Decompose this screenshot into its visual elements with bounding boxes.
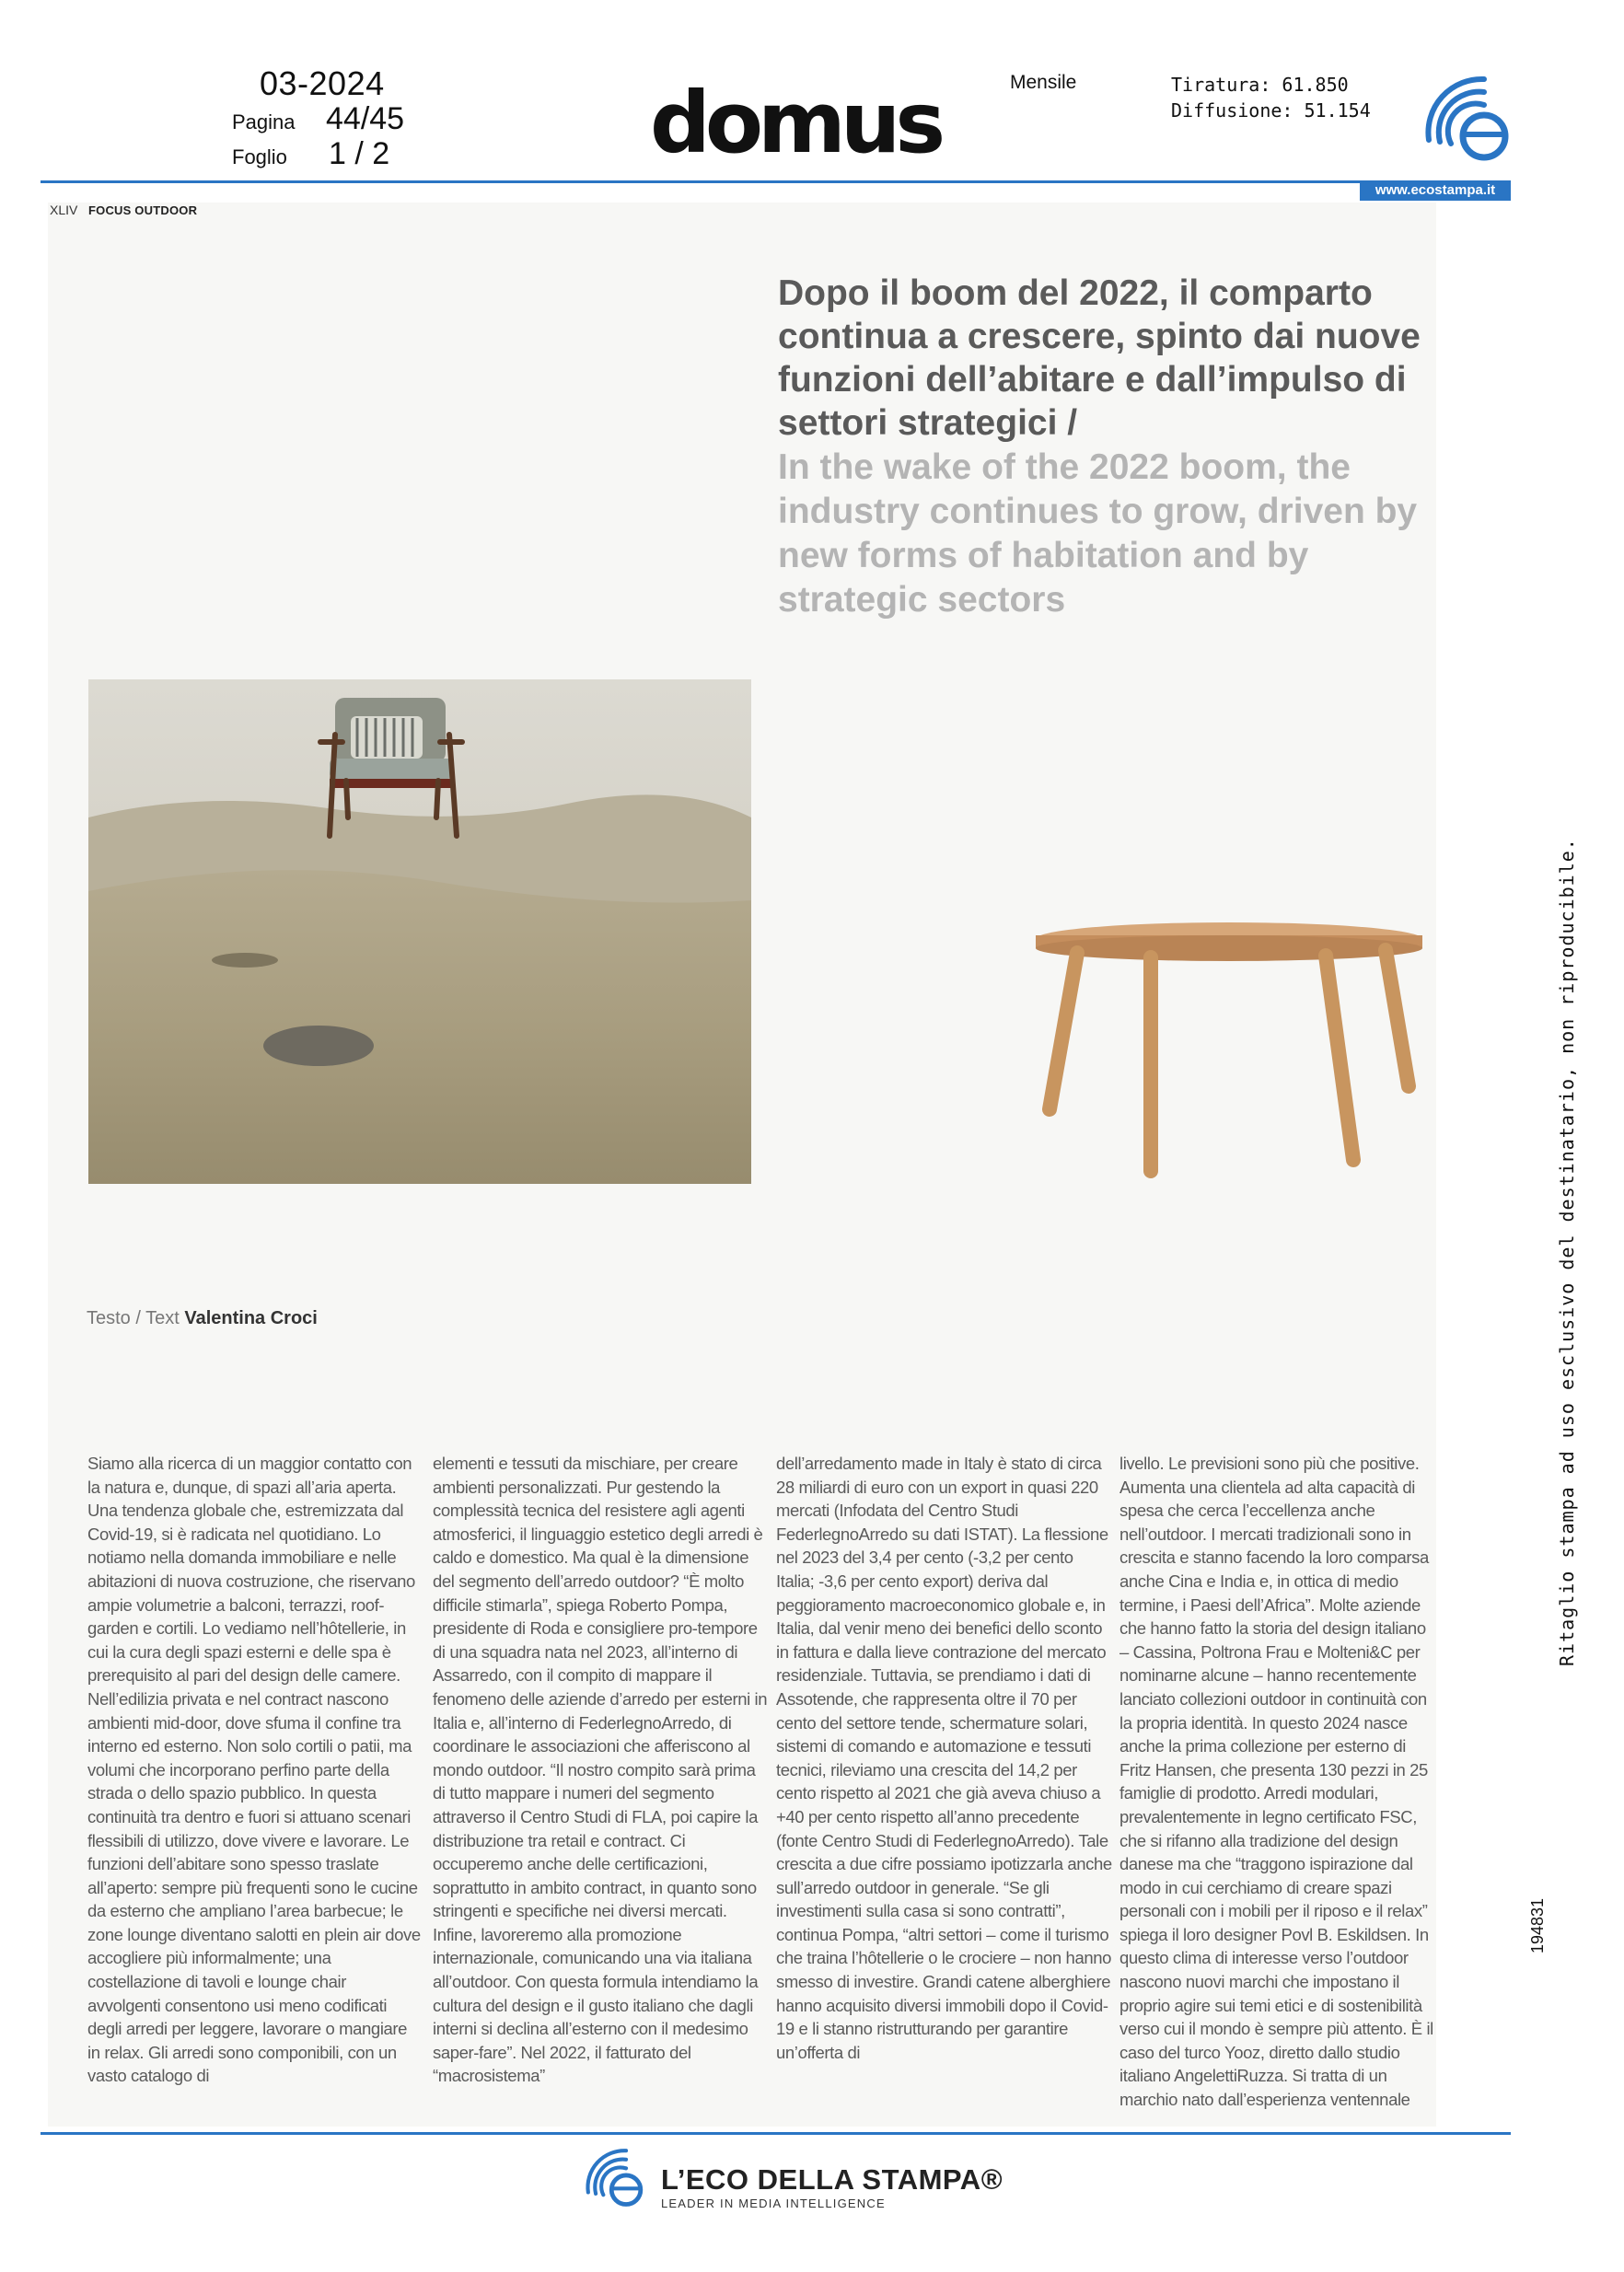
eco-url[interactable]: www.ecostampa.it xyxy=(1360,180,1511,201)
reproduction-notice: Ritaglio stampa ad uso esclusivo del destinatario, non riproducibile. xyxy=(1556,838,1578,1666)
pagina-label: Pagina xyxy=(232,110,296,133)
round-table-photo xyxy=(1022,911,1427,1188)
article-column-3 xyxy=(776,1452,1112,2064)
section-label: FOCUS OUTDOOR xyxy=(88,203,198,217)
byline xyxy=(87,1308,318,1329)
footer-tagline: LEADER IN MEDIA INTELLIGENCE xyxy=(661,2197,886,2210)
byline-author: Valentina Croci xyxy=(184,1308,318,1328)
article-column-4 xyxy=(1119,1452,1437,2112)
masthead-logo: domus xyxy=(650,74,941,172)
pagina-value: 44/45 xyxy=(326,101,405,136)
footer-brand: L’ECO DELLA STAMPA® xyxy=(661,2163,1003,2196)
circulation-block xyxy=(1171,72,1371,123)
article-column-1 xyxy=(87,1452,423,2088)
column-text: livello. Le previsioni sono più che positive. Aumenta una clientela ad alta capacità di spesa che cerca l’eccellenza anche nell’outdoor. I mercati tradizionali sono in crescita e stanno facendo la loro comparsa anche Cina e India e, in ottica di medio termine, i Paesi dell’Africa”. Molte aziende che hanno fatto la storia del design italiano – Cassina, Poltrona Frau e Molteni&C per nominarne alcune – hanno recentemente lanciato collezioni outdoor in continuità con la propria identità. In questo 2024 nasce anche la prima collezione per esterno di Fritz Hansen, che presenta 130 pezzi in 25 famiglie di prodotto. Arredi modulari, prevalentemente in legno certificato FSC, che si rifanno alla tradizione del design danese ma che “traggono ispirazione dal modo in cui cerchiamo di creare spazi personali con i mobili per il riposo e il relax” spiega il loro designer Povl B. Eskildsen. In questo clima di interesse verso l’outdoor nascono nuovi marchi che impostano il proprio agire sui temi etici e di sostenibilità verso cui il mondo è sempre più attento. È il caso del turco Yooz, diretto dallo studio italiano AngelettiRuzza. Si tratta di un marchio nato dall’esperienza ventennale xyxy=(1119,1454,1433,2110)
article-column-2 xyxy=(433,1452,769,2088)
issue-date: 03-2024 xyxy=(260,64,385,102)
frequency: Mensile xyxy=(1010,72,1077,93)
foglio-value: 1 / 2 xyxy=(329,136,390,171)
eco-della-stampa-logo-icon xyxy=(582,2145,646,2209)
column-text: elementi e tessuti da mischiare, per creare ambienti personalizzati. Pur gestendo la complessità tecnica del resistere agli agenti atmosferici, il linguaggio estetico degli arredi è caldo e domestico. Ma qual è la dimensione del segmento dell’arredo outdoor? “È molto difficile stimarla”, spiega Roberto Pompa, presidente di Roda e consigliere pro-tempore di una squadra nata nel 2023, all’interno di Assarredo, con il compito di mappare il fenomeno delle aziende d’arredo per esterni in Italia e, all’interno di FederlegnoArredo, di coordinare le associazioni che afferiscono al mondo outdoor. “Il nostro compito sarà prima di tutto mappare i numeri del segmento attraverso il Centro Studi di FLA, poi capire la distribuzione tra retail e contract. Ci occuperemo anche delle certificazioni, soprattutto in ambito contract, in quanto sono stringenti e specifiche nei diversi mercati. Infine, lavoreremo alla promozione internazionale, comunicando una via italiana all’outdoor. Con questa formula intendiamo la cultura del design e il gusto italiano che dagli interni si declina all’esterno con il medesimo saper-fare”. Nel 2022, il fatturato del “macrosistema” xyxy=(433,1454,768,2086)
headline-english: In the wake of the 2022 boom, the industry continues to grow, driven by new forms of habitation and by strategic sectors xyxy=(778,447,1418,620)
eco-della-stampa-logo-icon xyxy=(1420,72,1514,164)
column-text: Siamo alla ricerca di un maggior contatto con la natura e, dunque, di spazi all’aria aperta. Una tendenza globale che, estremizzata dal Covid-19, si è radicata nel quotidiano. Lo notiamo nella domanda immobiliare e nelle abitazioni di nuova costruzione, che riservano ampie volumetrie a balconi, terrazzi, roof-garden e cortili. Lo vediamo nell’hôtellerie, in cui la cura degli spazi esterni e delle spa è prerequisito al pari del design delle camere. Nell’edilizia privata e nel contract nascono ambienti mid-door, dove sfuma il confine tra interno ed esterno. Non solo cortili o patii, ma volumi che incorporano perfino parte della strada o dello spazio pubblico. In questa continuità tra dentro e fuori si attuano scenari flessibili di utilizzo, dove vivere e lavorare. Le funzioni dell’abitare sono spesso traslate all’aperto: sempre più frequenti sono le cucine da esterno che ampliano l’area barbecue; le zone lounge diventano salotti en plein air dove accogliere più informalmente; una costellazione di tavoli e lounge chair avvolgenti consentono usi meno codificati degli arredi per leggere, lavorare o mangiare in relax. Gli arredi sono componibili, con un vasto catalogo di xyxy=(87,1454,421,2086)
header-rule xyxy=(41,180,1511,183)
headline-italian: Dopo il boom del 2022, il comparto continua a crescere, spinto dai nuove funzioni dell’abitare e dall’impulso di settori strategici / xyxy=(778,273,1421,443)
clipping-code: 194831 xyxy=(1528,1897,1547,1953)
armchair-landscape-photo xyxy=(88,679,751,1184)
footer-rule xyxy=(41,2132,1511,2135)
foglio-label: Foglio xyxy=(232,145,287,168)
page-folio: XLIV xyxy=(50,203,78,217)
byline-label: Testo / Text xyxy=(87,1308,180,1328)
column-text: dell’arredamento made in Italy è stato di circa 28 miliardi di euro con un export in quasi 220 mercati (Infodata del Centro Studi FederlegnoArredo su dati ISTAT). La flessione nel 2023 del 3,4 per cento (-3,2 per cento Italia; -3,6 per cento export) deriva dal peggioramento macroeconomico globale e, in Italia, dal venir meno dei benefici dello sconto in fattura e dalla lieve contrazione del mercato residenziale. Tuttavia, se prendiamo i dati di Assotende, che rappresenta oltre il 70 per cento del settore tende, schermature solari, sistemi di comando e automazione e tessuti tecnici, rileviamo una crescita del 14,2 per cento rispetto al 2021 che già aveva chiuso a +40 per cento rispetto all’anno precedente (fonte Centro Studi di FederlegnoArredo). Tale crescita a due cifre possiamo ipotizzarla anche sull’arredo outdoor in generale. “Se gli investimenti sulla casa si sono contratti”, continua Pompa, “altri settori – come il turismo che traina l’hôtellerie o le crociere – non hanno smesso di investire. Grandi catene alberghiere hanno acquisito diversi immobili dopo il Covid-19 e li stanno ristrutturando per garantire un’offerta di xyxy=(776,1454,1112,2062)
tiratura: Tiratura: 61.850 xyxy=(1171,74,1349,96)
diffusione: Diffusione: 51.154 xyxy=(1171,99,1371,122)
